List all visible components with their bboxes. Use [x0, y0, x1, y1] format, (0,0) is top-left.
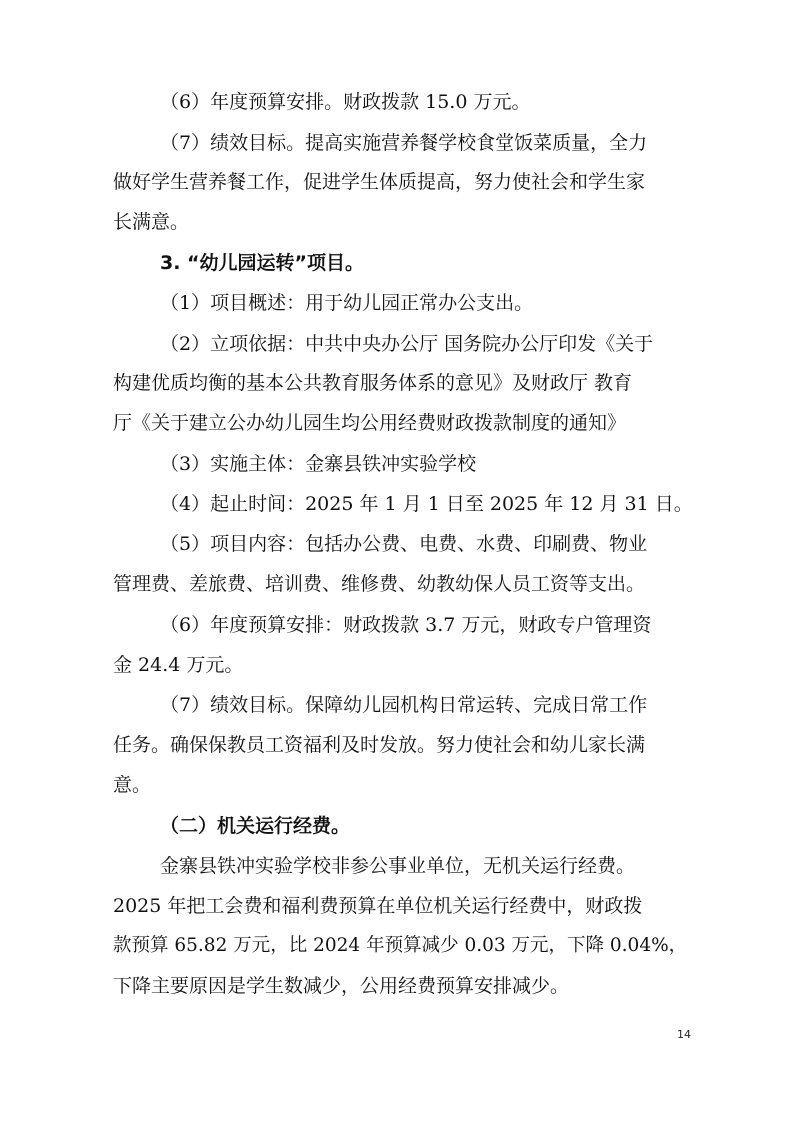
paragraph-line: 厅《关于建立公办幼儿园生均公用经费财政拨款制度的通知》 [113, 412, 627, 434]
paragraph-line: （7）绩效目标。提高实施营养餐学校食堂饭菜质量，全力 [160, 132, 648, 154]
section-heading: 3. “幼儿园运转”项目。 [160, 252, 365, 274]
page-number: 14 [677, 1028, 691, 1041]
paragraph-line: 2025 年把工会费和福利费预算在单位机关运行经费中，财政拨 [113, 895, 643, 917]
paragraph-line: （1）项目概述：用于幼儿园正常办公支出。 [160, 292, 534, 314]
paragraph-line: 金 24.4 万元。 [113, 654, 244, 676]
paragraph-line: 下降主要原因是学生数减少，公用经费预算安排减少。 [113, 975, 570, 997]
paragraph-line: （7）绩效目标。保障幼儿园机构日常运转、完成日常工作 [160, 694, 648, 716]
paragraph-line: （3）实施主体：金寨县铁冲实验学校 [160, 453, 477, 475]
paragraph-line: （6）年度预算安排：财政拨款 3.7 万元，财政专户管理资 [160, 614, 652, 636]
paragraph-line: 金寨县铁冲实验学校非参公事业单位，无机关运行经费。 [160, 855, 636, 877]
paragraph-line: 长满意。 [113, 211, 190, 233]
paragraph-line: 管理费、差旅费、培训费、维修费、幼教幼保人员工资等支出。 [113, 573, 646, 595]
paragraph-line: （2）立项依据：中共中央办公厅 国务院办公厅印发《关于 [160, 333, 654, 355]
paragraph-line: 意。 [113, 774, 152, 796]
section-heading: （二）机关运行经费。 [160, 815, 351, 837]
paragraph-line: （4）起止时间：2025 年 1 月 1 日至 2025 年 12 月 31 日。 [160, 493, 693, 515]
paragraph-line: 款预算 65.82 万元，比 2024 年预算减少 0.03 万元，下降 0.04%， [113, 935, 688, 956]
paragraph-line: 构建优质均衡的基本公共教育服务体系的意见》及财政厅 教育 [113, 372, 633, 394]
paragraph-line: （6）年度预算安排。财政拨款 15.0 万元。 [160, 91, 531, 113]
paragraph-line: 任务。确保保教员工资福利及时发放。努力使社会和幼儿家长满 [113, 734, 646, 756]
paragraph-line: 做好学生营养餐工作，促进学生体质提高，努力使社会和学生家 [113, 171, 646, 193]
paragraph-line: （5）项目内容：包括办公费、电费、水费、印刷费、物业 [160, 533, 648, 555]
